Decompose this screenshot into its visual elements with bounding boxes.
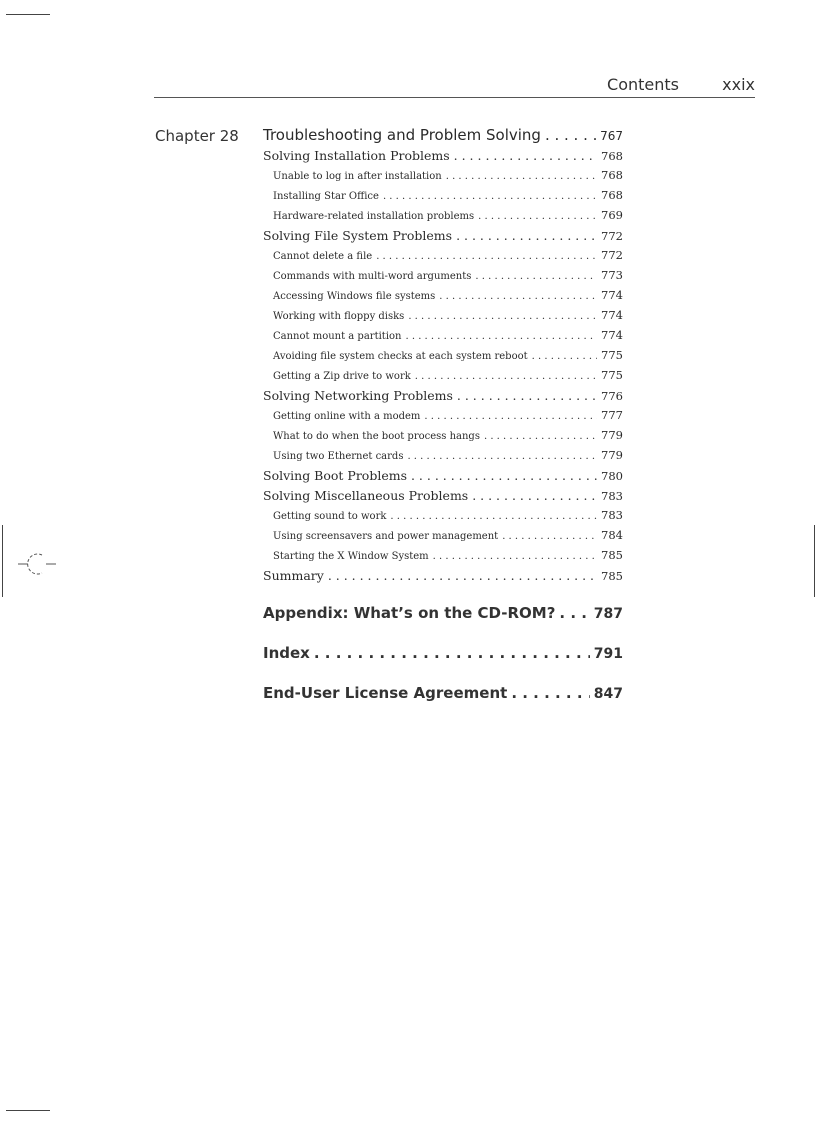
leader-dots bbox=[472, 488, 597, 503]
toc-subsection-entry[interactable] bbox=[263, 528, 623, 548]
leader-dots bbox=[433, 551, 597, 562]
toc-subsection-entry[interactable] bbox=[263, 348, 623, 368]
leader-dots bbox=[502, 531, 597, 542]
leader-dots bbox=[424, 411, 597, 422]
leader-dots bbox=[545, 126, 596, 144]
toc-entry-title: Solving File System Problems bbox=[263, 228, 453, 243]
toc-entry-title: Summary bbox=[263, 568, 324, 583]
toc-entry-title: What to do when the boot process hangs bbox=[273, 431, 480, 442]
toc-section-entry[interactable] bbox=[263, 568, 623, 588]
toc-entry-page: 768 bbox=[601, 188, 623, 202]
toc-entry-title: Hardware-related installation problems bbox=[273, 211, 475, 222]
leader-dots bbox=[407, 451, 597, 462]
toc-entry-page: 767 bbox=[600, 129, 623, 143]
toc-entry-page: 769 bbox=[601, 208, 623, 222]
toc-entry-title: Starting the X Window System bbox=[273, 551, 429, 562]
leader-dots bbox=[457, 388, 597, 403]
toc-entry-page: 768 bbox=[601, 168, 623, 182]
toc-subsection-entry[interactable] bbox=[263, 208, 623, 228]
leader-dots bbox=[446, 171, 597, 182]
toc-entry-title: End-User License Agreement bbox=[263, 684, 508, 702]
header-page-number: xxix bbox=[722, 75, 755, 94]
toc-entry-title: Solving Miscellaneous Problems bbox=[263, 488, 469, 503]
toc-entry-page: 785 bbox=[601, 569, 623, 583]
crop-mark-left-edge bbox=[2, 525, 3, 597]
leader-dots bbox=[532, 351, 597, 362]
leader-dots bbox=[376, 251, 597, 262]
toc-section-entry[interactable] bbox=[263, 228, 623, 248]
toc-subsection-entry[interactable] bbox=[263, 328, 623, 348]
toc-entry-page: 772 bbox=[601, 229, 623, 243]
leader-dots bbox=[405, 331, 597, 342]
toc-entry-title: Using two Ethernet cards bbox=[273, 451, 404, 462]
toc-entry-title: Getting sound to work bbox=[273, 511, 387, 522]
crop-mark-right-edge bbox=[814, 525, 815, 597]
leader-dots bbox=[411, 468, 597, 483]
leader-dots bbox=[484, 431, 597, 442]
toc-entry-title: Using screensavers and power management bbox=[273, 531, 499, 542]
toc-subsection-entry[interactable] bbox=[263, 448, 623, 468]
toc-entry-page: 784 bbox=[601, 528, 623, 542]
leader-dots bbox=[475, 271, 597, 282]
toc-entry-title: Cannot delete a file bbox=[273, 251, 373, 262]
toc-entry-page: 773 bbox=[601, 268, 623, 282]
leader-dots bbox=[559, 604, 589, 622]
toc-subsection-entry[interactable] bbox=[263, 268, 623, 288]
toc-entry-page: 779 bbox=[601, 448, 623, 462]
toc-entry-title: Appendix: What’s on the CD-ROM? bbox=[263, 604, 556, 622]
toc-subsection-entry[interactable] bbox=[263, 288, 623, 308]
leader-dots bbox=[511, 684, 589, 702]
toc-subsection-entry[interactable] bbox=[263, 308, 623, 328]
chapter-label: Chapter 28 bbox=[155, 127, 239, 145]
toc-entry-page: 780 bbox=[601, 469, 623, 483]
toc-entry-page: 777 bbox=[601, 408, 623, 422]
leader-dots bbox=[415, 371, 597, 382]
leader-dots bbox=[390, 511, 597, 522]
toc-entry-title: Avoiding file system checks at each system reboot bbox=[273, 351, 528, 362]
toc-entry-page: 791 bbox=[593, 646, 623, 662]
toc-entry-page: 768 bbox=[601, 149, 623, 163]
toc-subsection-entry[interactable] bbox=[263, 428, 623, 448]
toc-entry-title: Working with floppy disks bbox=[273, 311, 405, 322]
toc-list bbox=[263, 126, 623, 588]
leader-dots bbox=[383, 191, 597, 202]
toc-entry-title: Accessing Windows file systems bbox=[273, 291, 436, 302]
toc-entry-title: Index bbox=[263, 644, 310, 662]
leader-dots bbox=[456, 228, 597, 243]
header-rule bbox=[154, 97, 755, 98]
toc-subsection-entry[interactable] bbox=[263, 188, 623, 208]
toc-section-entry[interactable] bbox=[263, 468, 623, 488]
toc-entry-page: 783 bbox=[601, 508, 623, 522]
toc-entry-title: Getting a Zip drive to work bbox=[273, 371, 411, 382]
toc-section-entry[interactable] bbox=[263, 388, 623, 408]
running-header bbox=[154, 74, 755, 96]
toc-subsection-entry[interactable] bbox=[263, 548, 623, 568]
toc-entry-page: 787 bbox=[593, 606, 623, 622]
leader-dots bbox=[408, 311, 597, 322]
header-title: Contents bbox=[607, 75, 679, 94]
toc-major-entry[interactable] bbox=[263, 684, 623, 708]
toc-entry-title: Getting online with a modem bbox=[273, 411, 421, 422]
toc-subsection-entry[interactable] bbox=[263, 168, 623, 188]
toc-entry-page: 774 bbox=[601, 328, 623, 342]
toc-entry-title: Cannot mount a partition bbox=[273, 331, 402, 342]
crop-mark-bottom-left bbox=[6, 1110, 50, 1111]
toc-major-entry[interactable] bbox=[263, 644, 623, 668]
toc-entry-page: 783 bbox=[601, 489, 623, 503]
toc-chapter-entry[interactable] bbox=[263, 126, 623, 148]
toc-subsection-entry[interactable] bbox=[263, 508, 623, 528]
toc-entry-page: 785 bbox=[601, 548, 623, 562]
toc-entry-title: Installing Star Office bbox=[273, 191, 379, 202]
toc-major-entry[interactable] bbox=[263, 604, 623, 628]
toc-entry-page: 775 bbox=[601, 348, 623, 362]
toc-entry-page: 776 bbox=[601, 389, 623, 403]
leader-dots bbox=[454, 148, 597, 163]
registration-mark-icon bbox=[18, 550, 58, 578]
leader-dots bbox=[439, 291, 597, 302]
toc-subsection-entry[interactable] bbox=[263, 368, 623, 388]
toc-entry-page: 847 bbox=[593, 686, 623, 702]
toc-entry-page: 779 bbox=[601, 428, 623, 442]
toc-entry-title: Solving Networking Problems bbox=[263, 388, 453, 403]
toc-subsection-entry[interactable] bbox=[263, 248, 623, 268]
leader-dots bbox=[478, 211, 597, 222]
toc-section-entry[interactable] bbox=[263, 148, 623, 168]
toc-entry-title: Unable to log in after installation bbox=[273, 171, 442, 182]
toc-subsection-entry[interactable] bbox=[263, 408, 623, 428]
toc-entry-page: 772 bbox=[601, 248, 623, 262]
toc-entry-title: Troubleshooting and Problem Solving bbox=[263, 126, 541, 144]
toc-entry-page: 774 bbox=[601, 308, 623, 322]
leader-dots bbox=[328, 568, 597, 583]
toc-section-entry[interactable] bbox=[263, 488, 623, 508]
toc-entry-title: Solving Boot Problems bbox=[263, 468, 407, 483]
toc-entry-page: 774 bbox=[601, 288, 623, 302]
toc-entry-title: Commands with multi-word arguments bbox=[273, 271, 472, 282]
leader-dots bbox=[314, 644, 590, 662]
toc-entry-page: 775 bbox=[601, 368, 623, 382]
toc-entry-title: Solving Installation Problems bbox=[263, 148, 450, 163]
crop-mark-top-left bbox=[6, 14, 50, 15]
